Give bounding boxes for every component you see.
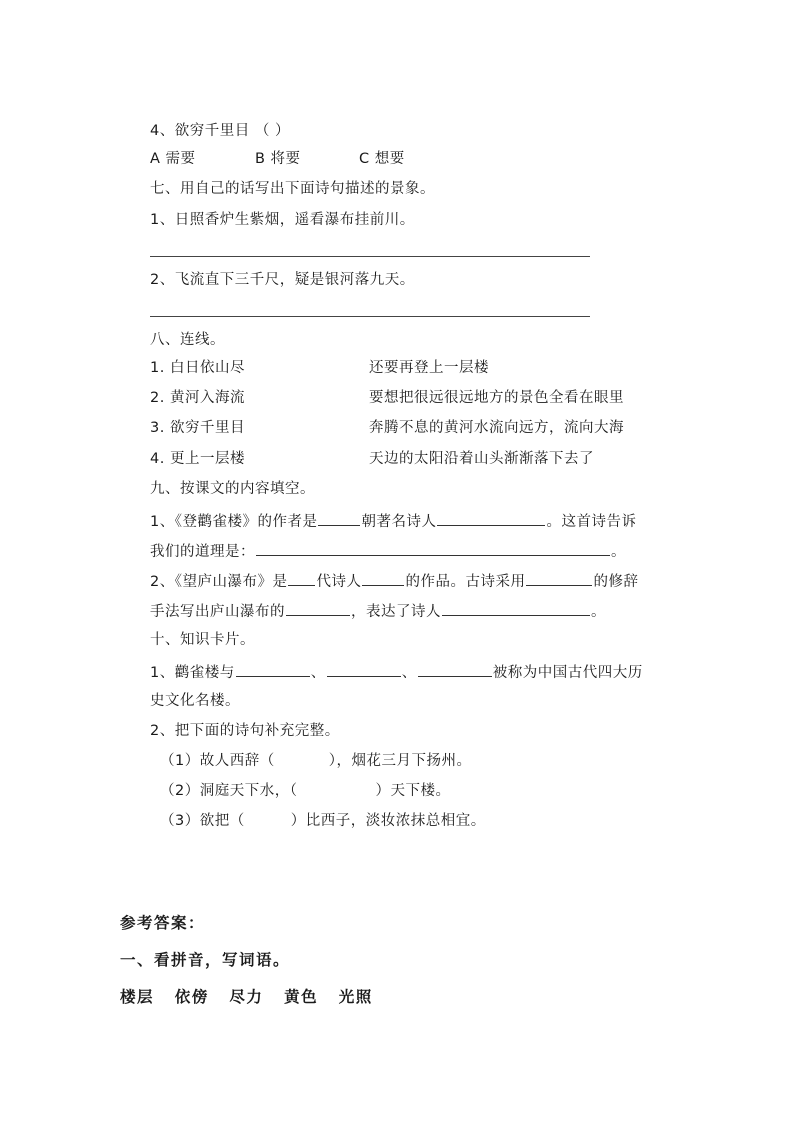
sec9-line-1: [150, 510, 636, 532]
fill-text: （2）洞庭天下水，（: [160, 783, 298, 799]
match-right-item: 奔腾不息的黄河水流向远方，流向大海: [369, 420, 624, 436]
q4-option-b: B 将要: [255, 151, 301, 167]
match-right-item: 天边的太阳沿着山头渐渐落下去了: [369, 451, 594, 467]
match-left-item: 1. 白日依山尽: [150, 360, 245, 376]
answers-sec1-heading: 一、看拼音，写词语。: [120, 951, 291, 969]
fill-text: 、: [310, 665, 326, 681]
fill-text: 1、鹳雀楼与: [150, 665, 235, 681]
fill-text: 手法写出庐山瀑布的: [150, 604, 285, 620]
sec10-line-2: 史文化名楼。: [150, 693, 240, 709]
fill-blank: [286, 600, 350, 616]
answers-words: 楼层 依傍 尽力 黄色 光照: [120, 988, 373, 1006]
fill-text: ）天下楼。: [375, 783, 451, 799]
sec10-heading: 十、知识卡片。: [150, 632, 255, 648]
sec8-heading: 八、连线。: [150, 332, 225, 348]
fill-text: 2、《望庐山瀑布》是: [150, 574, 288, 590]
sec7-item-1: 1、日照香炉生紫烟，遥看瀑布挂前川。: [150, 212, 415, 228]
sec10-line-1: [150, 661, 643, 683]
fill-blank: [318, 510, 360, 526]
sec9-heading: 九、按课文的内容填空。: [150, 481, 315, 497]
q4-prompt: 4、欲穷千里目: [150, 123, 250, 139]
sec7-item-2: 2、飞流直下三千尺，疑是银河落九天。: [150, 272, 415, 288]
match-right-item: 还要再登上一层楼: [369, 360, 489, 376]
sec7-heading: 七、用自己的话写出下面诗句描述的景象。: [150, 181, 435, 197]
fill-blank: [236, 661, 310, 677]
poem-line-1: [160, 751, 471, 771]
fill-text: 朝著名诗人: [361, 514, 437, 530]
fill-text: ，表达了诗人: [351, 604, 441, 620]
fill-blank: [327, 661, 401, 677]
fill-blank: [418, 661, 492, 677]
fill-text: 。: [611, 544, 626, 560]
fill-blank: [288, 570, 315, 586]
fill-text: 1、《登鹳雀楼》的作者是: [150, 514, 318, 530]
match-left-item: 2. 黄河入海流: [150, 390, 245, 406]
sec9-line-2: [150, 540, 626, 562]
fill-blank: [362, 570, 404, 586]
q4-line: [150, 121, 290, 141]
answers-heading: 参考答案：: [120, 914, 206, 932]
poem-line-3: [160, 811, 486, 831]
q4-option-c: C 想要: [359, 151, 405, 167]
fill-text: （3）欲把（: [160, 813, 245, 829]
fill-text: ），烟花三月下扬州。: [328, 753, 472, 769]
fill-text: 。这首诗告诉: [546, 514, 637, 530]
answer-line: [150, 316, 590, 317]
poem-line-2: [160, 781, 450, 801]
fill-text: 的修辞: [593, 574, 639, 590]
sec10-line-3: 2、把下面的诗句补充完整。: [150, 723, 340, 739]
fill-blank: [256, 540, 610, 556]
q4-option-a: A 需要: [150, 151, 196, 167]
sec9-line-3: [150, 570, 638, 592]
fill-blank: [526, 570, 592, 586]
fill-text: 的作品。古诗采用: [405, 574, 526, 590]
fill-text: 代诗人: [316, 574, 362, 590]
fill-text: ）比西子，淡妆浓抹总相宜。: [290, 813, 486, 829]
fill-text: 我们的道理是：: [150, 544, 255, 560]
match-right-item: 要想把很远很远地方的景色全看在眼里: [369, 390, 624, 406]
fill-text: 、: [401, 665, 417, 681]
match-left-item: 3. 欲穷千里目: [150, 420, 245, 436]
q4-answer-paren: （ ）: [254, 123, 290, 139]
fill-text: 。: [591, 604, 606, 620]
fill-blank: [437, 510, 545, 526]
sec9-line-4: [150, 600, 606, 622]
fill-text: 被称为中国古代四大历: [492, 665, 643, 681]
fill-text: （1）故人西辞（: [160, 753, 275, 769]
answer-line: [150, 256, 590, 257]
match-left-item: 4. 更上一层楼: [150, 451, 245, 467]
fill-blank: [442, 600, 590, 616]
